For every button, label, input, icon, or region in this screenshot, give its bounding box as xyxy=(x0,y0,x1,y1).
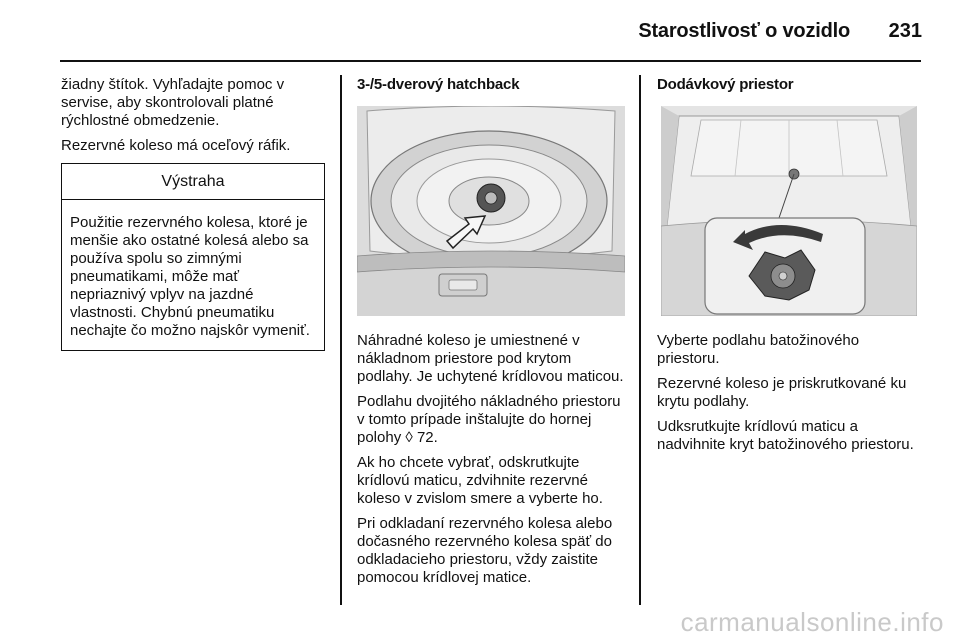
column-1 xyxy=(61,76,325,351)
warning-box xyxy=(61,163,325,351)
warning-text: Použitie rezervného kolesa, ktoré je menšie ako ostatné kolesá alebo sa používa spolu so zimnými pneumatikami, môže mať nepriaznivý vplyv na jazdné vlastnosti. Chybnú pneumatiku nechajte čo možno najskôr vymeniť. xyxy=(70,214,310,339)
page-number: 231 xyxy=(888,20,922,42)
column-divider-1 xyxy=(340,75,342,605)
page-reference-icon: ◊ xyxy=(405,429,413,446)
column-3 xyxy=(657,76,922,461)
unscrew-paragraph: Udksrutkujte krídlovú maticu a nadvihnite kryt batožinového priestoru. xyxy=(657,418,914,453)
page-title: Starostlivosť o vozidlo xyxy=(638,20,850,42)
column-2 xyxy=(357,76,625,594)
location-paragraph: Náhradné koleso je umiestnené v nákladnom priestore pod krytom podlahy. Je uchytené krídlovou maticou. xyxy=(357,332,624,385)
warning-title: Výstraha xyxy=(62,164,324,200)
spare-wheel-hatchback-illustration xyxy=(357,106,625,316)
hatchback-heading: 3-/5-dverový hatchback xyxy=(357,76,520,93)
header-rule xyxy=(60,60,921,62)
spare-wheel-van-illustration xyxy=(661,106,917,316)
removal-paragraph: Ak ho chcete vybrať, odskrutkujte krídlovú maticu, zdvihnite rezervné koleso v zvislom smere a vyberte ho. xyxy=(357,454,603,507)
intro-paragraph: žiadny štítok. Vyhľadajte pomoc v servise, aby skontrolovali platné rýchlostné obmedzenie. xyxy=(61,76,285,129)
storage-paragraph: Pri odkladaní rezervného kolesa alebo dočasného rezervného kolesa späť do odkladacieho priestoru, vždy zaistite pomocou krídlovej matice. xyxy=(357,515,613,586)
floor-position-paragraph xyxy=(357,393,625,447)
remove-floor-paragraph: Vyberte podlahu batožinového priestoru. xyxy=(657,332,860,367)
van-heading: Dodávkový priestor xyxy=(657,76,794,93)
steel-rim-paragraph: Rezervné koleso má oceľový ráfik. xyxy=(61,137,291,154)
floor-position-text: Podlahu dvojitého nákladného priestoru v tomto prípade inštalujte do hornej polohy xyxy=(357,393,621,446)
column-divider-2 xyxy=(639,75,641,605)
bolted-wheel-paragraph: Rezervné koleso je priskrutkované ku krytu podlahy. xyxy=(657,375,907,410)
page-reference-link[interactable]: 72. xyxy=(416,429,438,446)
watermark: carmanualsonline.info xyxy=(680,607,944,637)
